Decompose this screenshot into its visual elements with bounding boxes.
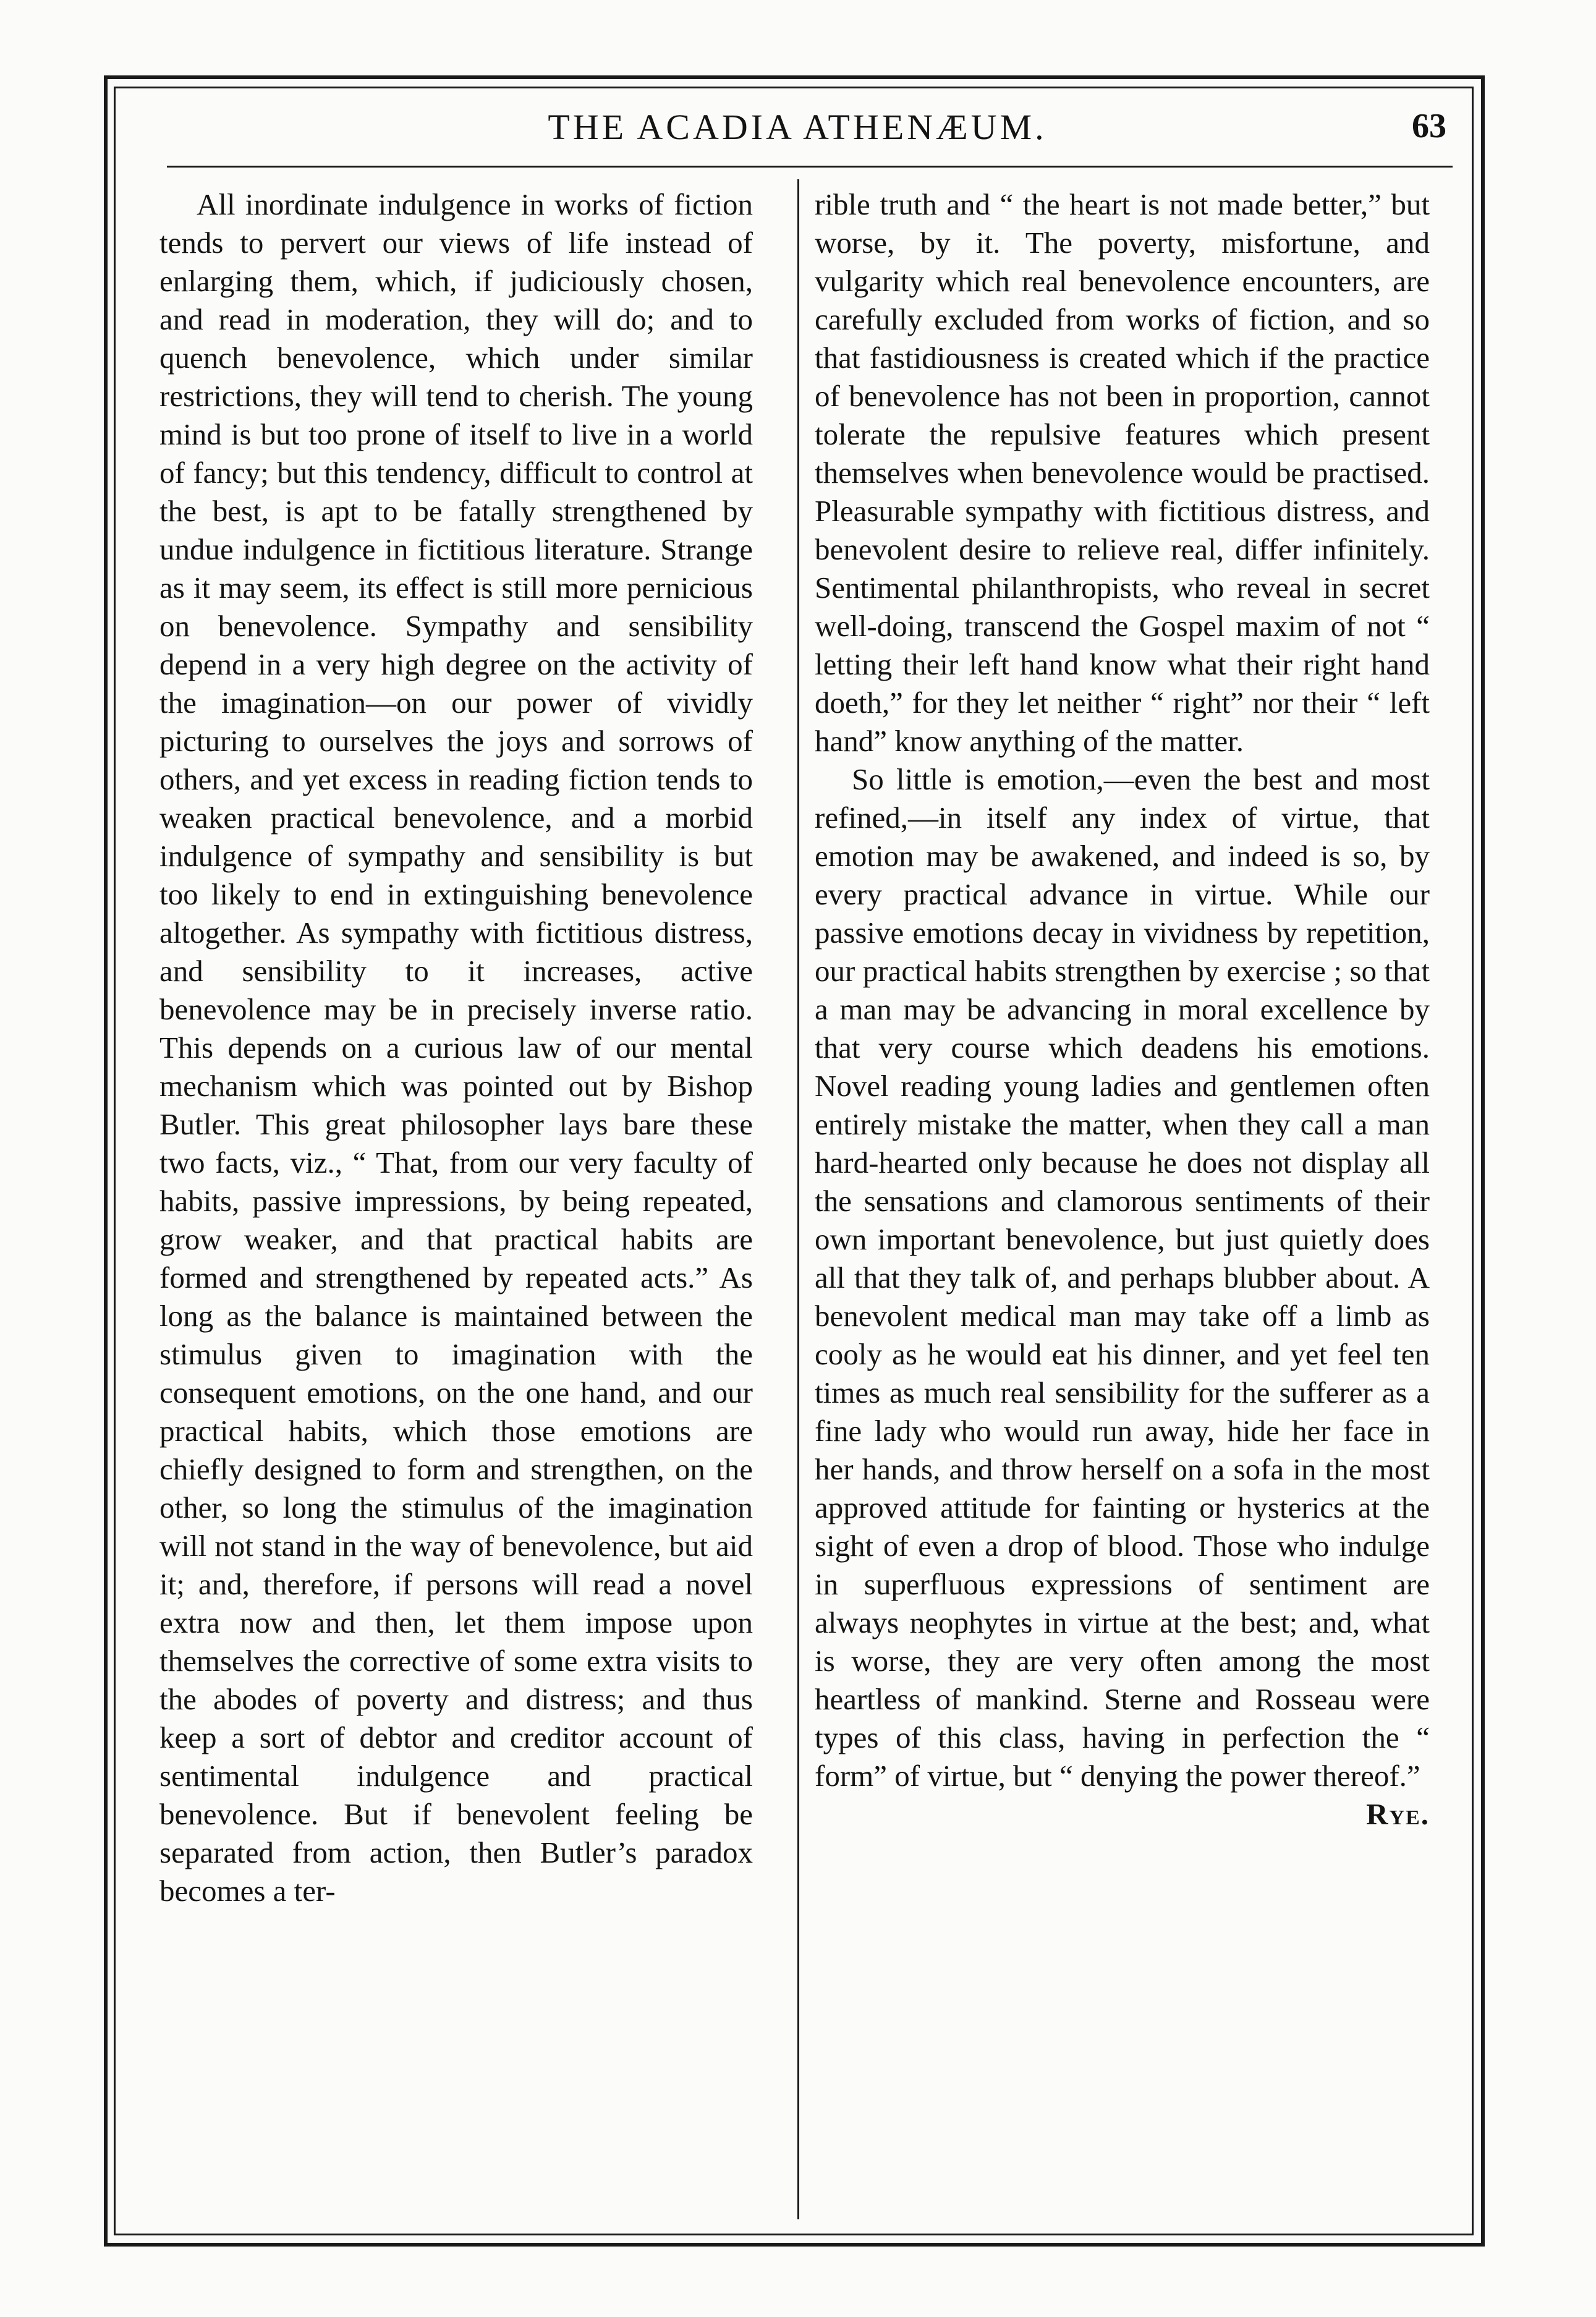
right-continuation-paragraph: rible truth and “ the heart is not made better,” but worse, by it. The poverty, misfortune, and vulgarity which real benevolence encounters, are carefully excluded from works of fiction, and so that fastidiousness is created which if the practice of benevolence has not been in proportion, cannot tolerate the repulsive features which present themselves when benevolence would be practised. Pleasurable sympathy with fictitious distress, and benevolent desire to relieve real, differ infinitely. Sentimental philanthropists, who reveal in secret well-doing, transcend the Gospel maxim of not “ letting their left hand know what their right hand doeth,” for they let neither “ right” nor their “ left hand” know anything of the matter. [815,187,1430,758]
right-column [815,185,1430,1834]
left-column [159,185,753,1910]
running-head: THE ACADIA ATHENÆUM. [548,107,1047,147]
author-signature: Rye. [1366,1797,1430,1831]
right-paragraph-2 [815,760,1430,1831]
page-number: 63 [1412,107,1446,145]
page-header [148,106,1446,156]
right-paragraph-2-text: So little is emotion,—even the best and most refined,—in itself any index of virtue, that emotion may be awakened, and indeed is so, by every practical advance in virtue. While our passive emotions decay in vividness by repetition, our practical habits strengthen by exercise ; so that a man may be advancing in moral excellence by that very course which deadens his emotions. Novel reading young ladies and gentlemen often entirely mistake the matter, when they call a man hard-hearted only because he does not display all the sensations and clamorous sentiments of their own important benevolence, but just quietly does all that they talk of, and perhaps blubber about. A benevolent medical man may take off a limb as cooly as he would eat his dinner, and yet feel ten times as much real sensibility for the sufferer as a fine lady who would run away, hide her face in her hands, and throw herself on a sofa in the most approved attitude for fainting or hysterics at the sight of even a drop of blood. Those who indulge in superfluous expressions of sentiment are always neophytes in virtue at the best; and, what is worse, they are very often among the most heartless of mankind. Sterne and Rosseau were types of this class, having in perfection the “ form” of virtue, but “ denying the power thereof.” [815,762,1430,1793]
left-paragraph: All inordinate indulgence in works of fiction tends to pervert our views of life instead of enlarging them, which, if judiciously chosen, and read in moderation, they will do; and to quench benevolence, which under similar restrictions, they will tend to cherish. The young mind is but too prone of itself to live in a world of fancy; but this tendency, difficult to control at the best, is apt to be fatally strengthened by undue indulgence in fictitious literature. Strange as it may seem, its effect is still more pernicious on benevolence. Sympathy and sensibility depend in a very high degree on the activity of the imagination—on our power of vividly picturing to ourselves the joys and sorrows of others, and yet excess in reading fiction tends to weaken practical benevolence, and a morbid indulgence of sympathy and sensibility is but too likely to end in extinguishing benevolence altogether. As sympathy with fictitious distress, and sensibility to it increases, active benevolence may be in precisely inverse ratio. This depends on a curious law of our mental mechanism which was pointed out by Bishop Butler. This great philosopher lays bare these two facts, viz., “ That, from our very faculty of habits, passive impressions, by being repeated, grow weaker, and that practical habits are formed and strengthened by repeated acts.” As long as the balance is maintained between the stimulus given to imagination with the consequent emotions, on the one hand, and our practical habits, which those emotions are chiefly designed to form and strengthen, on the other, so long the stimulus of the imagination will not stand in the way of benevolence, but aid it; and, therefore, if persons will read a novel extra now and then, let them impose upon themselves the corrective of some extra visits to the abodes of poverty and distress; and thus keep a sort of debtor and creditor account of sentimental indulgence and practical benevolence. But if benevolent feeling be separated from action, then Butler’s paradox becomes a ter- [159,187,753,1908]
header-rule [167,166,1453,168]
column-divider [797,179,799,2219]
